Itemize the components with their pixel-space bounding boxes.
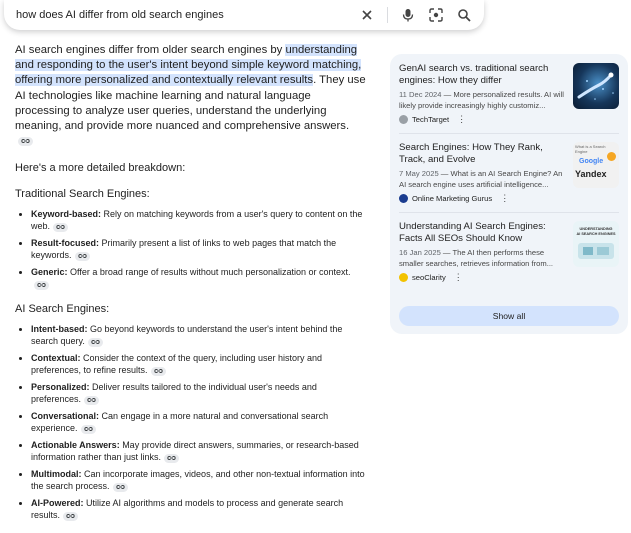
point-term: Intent-based:: [31, 324, 88, 335]
site-favicon: [399, 194, 408, 203]
snippet-text: — More personalized results. AI will likely provide increasingly highly customiz...: [399, 90, 564, 110]
link-icon: [154, 368, 163, 374]
point-text: Primarily present a list of links to web pages that match the keywords.: [31, 238, 337, 261]
thumb-yandex-text: Yandex: [575, 169, 607, 179]
source-title[interactable]: GenAI search vs. traditional search engines: How they differ: [399, 63, 549, 86]
source-link-chip[interactable]: [63, 512, 78, 521]
link-icon: [66, 513, 75, 519]
thumb-caption: AI SEARCH ENGINES: [576, 232, 616, 236]
source-card[interactable]: [399, 142, 619, 213]
source-thumbnail: [573, 221, 619, 267]
link-icon: [78, 253, 87, 259]
source-snippet: [399, 90, 569, 111]
source-card-text: [399, 63, 569, 125]
source-link-chip[interactable]: [75, 252, 90, 261]
list-item: [31, 497, 367, 521]
link-icon: [56, 224, 65, 230]
point-term: Actionable Answers:: [31, 440, 120, 451]
source-link-chip[interactable]: [88, 338, 103, 347]
point-text: Rely on matching keywords from a user's query to content on the web.: [31, 209, 363, 232]
microphone-icon: [402, 8, 414, 22]
thumb-logo-dot: [607, 152, 616, 161]
point-text: Can incorporate images, videos, and other non-textual information into the search process.: [31, 469, 365, 492]
site-favicon: [399, 273, 408, 282]
source-site: [399, 272, 569, 283]
link-icon: [116, 484, 125, 490]
source-link-chip[interactable]: [53, 223, 68, 232]
robot-hand-image: [573, 63, 619, 109]
point-text: Utilize AI algorithms and models to process and generate search results.: [31, 498, 344, 521]
point-term: Personalized:: [31, 382, 90, 393]
source-snippet: [399, 248, 569, 269]
ai-overview-answer: [15, 43, 367, 533]
thumb-illustration: [583, 247, 593, 255]
search-button[interactable]: [454, 5, 474, 25]
list-item: [31, 352, 367, 376]
divider: [387, 7, 388, 23]
thumb-illustration: [597, 247, 609, 255]
more-options-icon[interactable]: ⋮: [457, 114, 467, 124]
point-text: Go beyond keywords to understand the user's intent behind the search query.: [31, 324, 343, 347]
search-tools: [357, 5, 484, 25]
link-icon: [84, 426, 93, 432]
snippet-text: — What is an AI Search Engine? An AI search engine uses artificial intelligence...: [399, 169, 563, 189]
source-snippet: [399, 169, 569, 190]
more-options-icon[interactable]: ⋮: [453, 272, 463, 282]
point-text: Consider the context of the query, including user history and preferences, to refine results.: [31, 353, 322, 376]
source-date: 16 Jan 2025: [399, 248, 441, 257]
point-term: Keyword-based:: [31, 209, 102, 220]
source-date: 7 May 2025: [399, 169, 439, 178]
source-link-chip[interactable]: [18, 137, 33, 146]
source-title[interactable]: Search Engines: How They Rank, Track, and Evolve: [399, 142, 543, 165]
list-item: [31, 323, 367, 347]
thumb-google-text: Google: [579, 158, 604, 165]
source-link-chip[interactable]: [84, 396, 99, 405]
more-options-icon[interactable]: ⋮: [500, 193, 510, 203]
source-card-text: [399, 142, 569, 204]
intro-highlight: understanding and responding to the user's intent beyond simple keyword matching, offering more personalized and contextually relevant results: [15, 44, 362, 87]
source-site: [399, 114, 569, 125]
point-term: Conversational:: [31, 411, 100, 422]
sources-panel: [390, 54, 628, 334]
list-item: [31, 381, 367, 405]
list-item: [31, 266, 367, 290]
voice-search-button[interactable]: [398, 5, 418, 25]
point-term: Result-focused:: [31, 238, 100, 249]
link-icon: [87, 397, 96, 403]
link-icon: [91, 339, 100, 345]
search-input[interactable]: [4, 1, 357, 29]
search-bar: [4, 0, 484, 30]
answer-intro: [15, 43, 367, 149]
source-link-chip[interactable]: [151, 367, 166, 376]
snippet-text: — The AI then performs these smaller searches, retrieves information from...: [399, 248, 554, 268]
list-item: [31, 439, 367, 463]
site-name: seoClarity: [412, 273, 446, 282]
link-icon: [21, 138, 30, 144]
show-all-button[interactable]: Show all: [399, 306, 619, 326]
intro-text: AI search engines differ from older search engines by: [15, 44, 286, 56]
search-icon: [457, 8, 471, 22]
source-card[interactable]: [399, 221, 619, 291]
source-thumbnail: [573, 142, 619, 188]
list-item: [31, 468, 367, 492]
source-card-text: [399, 221, 569, 283]
link-icon: [37, 282, 46, 288]
close-icon: [361, 9, 373, 21]
site-name: Online Marketing Gurus: [412, 194, 493, 203]
source-link-chip[interactable]: [113, 483, 128, 492]
source-link-chip[interactable]: [34, 281, 49, 290]
list-item: [31, 237, 367, 261]
point-term: Generic:: [31, 267, 68, 278]
site-name: TechTarget: [412, 115, 450, 124]
clear-search-button[interactable]: [357, 5, 377, 25]
list-item: [31, 410, 367, 434]
list-item: [31, 208, 367, 232]
point-term: Contextual:: [31, 353, 81, 364]
point-term: Multimodal:: [31, 469, 82, 480]
point-text: Offer a broad range of results without much personalization or context.: [67, 267, 351, 278]
camera-lens-icon: [429, 8, 443, 22]
source-title[interactable]: Understanding AI Search Engines: Facts All SEOs Should Know: [399, 221, 546, 244]
point-text: May provide direct answers, summaries, or research-based information rather than just links.: [31, 440, 359, 463]
link-icon: [167, 455, 176, 461]
thumb-caption: What is a Search Engine: [575, 144, 606, 154]
source-link-chip[interactable]: [81, 425, 96, 434]
breakdown-text: Here's a more detailed breakdown:: [15, 162, 186, 175]
source-card[interactable]: [399, 63, 619, 134]
lens-search-button[interactable]: [426, 5, 446, 25]
source-thumbnail: [573, 63, 619, 109]
point-text: Can engage in a more natural and conversational search experience.: [31, 411, 329, 434]
source-site: [399, 193, 569, 204]
site-favicon: [399, 115, 408, 124]
thumb-caption: UNDERSTANDING: [579, 227, 613, 231]
point-term: AI-Powered:: [31, 498, 84, 509]
ai-list: [15, 323, 367, 521]
point-text: Deliver results tailored to the individual user's needs and preferences.: [31, 382, 317, 405]
ai-section-title: AI Search Engines:: [15, 303, 110, 316]
source-link-chip[interactable]: [164, 454, 179, 463]
traditional-section-title: Traditional Search Engines:: [15, 188, 150, 201]
intro-text-rest: . They use AI technologies like machine learning and natural language processing to analyze user queries, understand the underlying meaning, and provide more nuanced and comprehensive answers.: [15, 74, 366, 133]
traditional-list: [15, 208, 367, 290]
source-date: 11 Dec 2024: [399, 90, 442, 99]
